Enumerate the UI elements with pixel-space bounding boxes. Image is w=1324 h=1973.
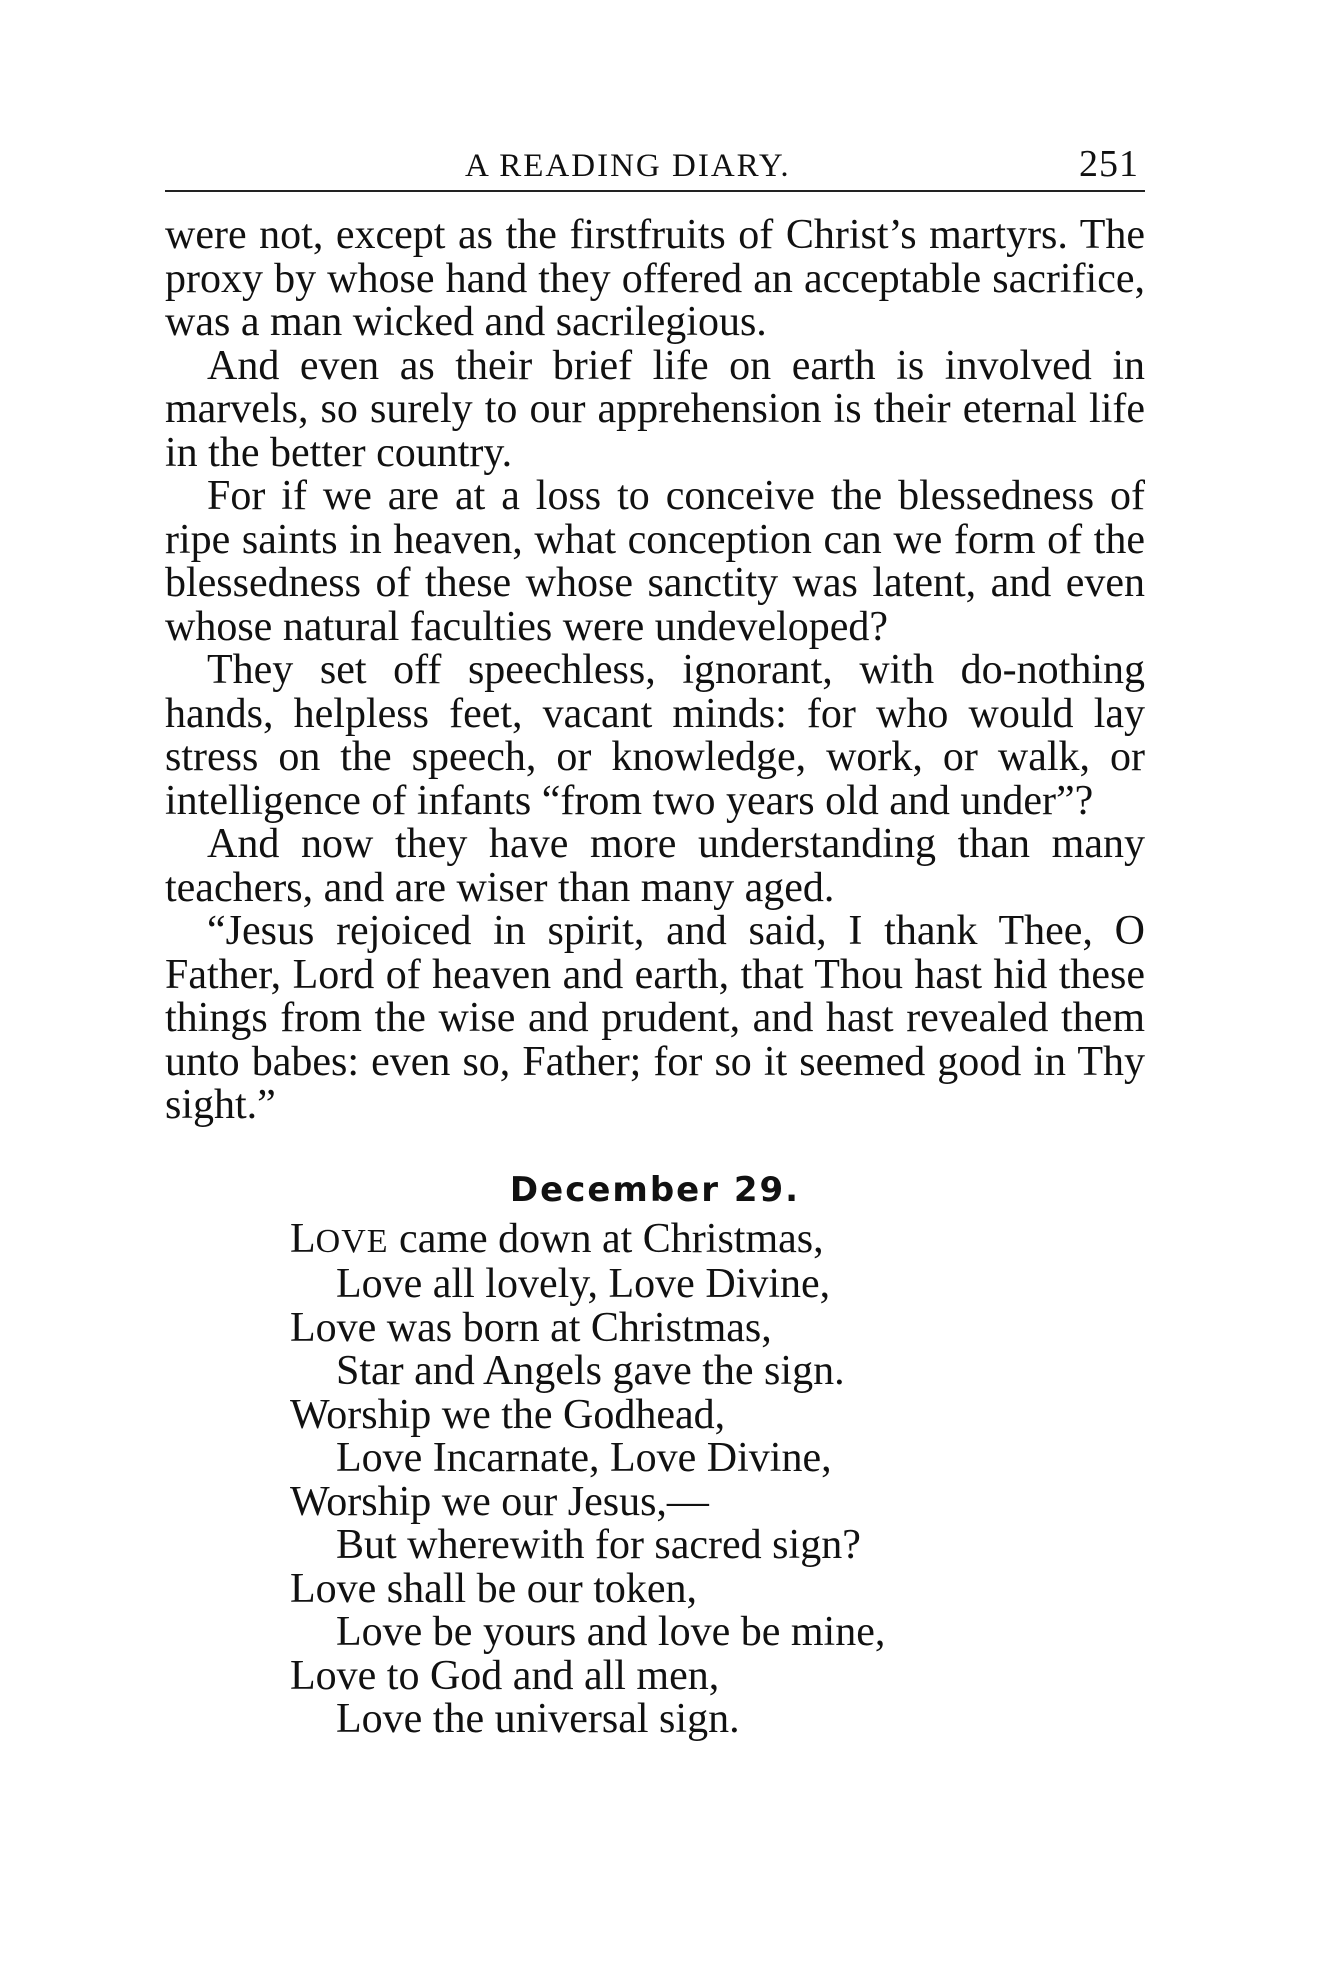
poem-small-caps: OVE [315, 1222, 389, 1260]
poem-line: Love Incarnate, Love Divine, [336, 1435, 832, 1481]
poem-line: But wherewith for sacred sign? [336, 1522, 861, 1568]
poem-line: Love was born at Christmas, [290, 1304, 772, 1351]
paragraph: And now they have more understanding than many teachers, and are wiser than many aged. [165, 821, 1145, 911]
paragraph: For if we are at a loss to conceive the blessedness of ripe saints in heaven, what conception can we form of the blessedness of these whose sanctity was latent, and even whose natural faculties were undeveloped? [165, 473, 1145, 650]
paragraph: They set off speechless, ignorant, with do-nothing hands, helpless feet, vacant minds: for who would lay stress on the speech, or knowledge, work, or walk, or intelligence of infants “from two years old and under”? [165, 647, 1145, 824]
page-number: 251 [1079, 143, 1139, 185]
poem-line: Worship we our Jesus,— [290, 1478, 709, 1525]
running-head [165, 130, 1145, 192]
poem-line: Love the universal sign. [336, 1696, 740, 1742]
poem-line [290, 1215, 1145, 1264]
paragraph: were not, except as the firstfruits of Christ’s martyrs. The proxy by whose hand they offered an acceptable sacrifice, was a man wicked and sacrilegious. [165, 212, 1145, 345]
body-text [165, 214, 1145, 1128]
poem-line: Love shall be our token, [290, 1565, 698, 1612]
book-page [165, 130, 1145, 1742]
poem [290, 1215, 1145, 1742]
paragraph: “Jesus rejoiced in spirit, and said, I thank Thee, O Father, Lord of heaven and earth, that Thou hast hid these things from the wise and prudent, and hast revealed them unto babes: even so, Father; for so it seemed good in Thy sight.” [165, 908, 1145, 1128]
poem-initial: L [290, 1215, 316, 1262]
poem-line-text: came down at Christmas, [388, 1215, 824, 1262]
section-heading: December 29. [509, 1169, 801, 1210]
paragraph: And even as their brief life on earth is involved in marvels, so surely to our apprehension is their eternal life in the better country. [165, 342, 1145, 476]
poem-line: Star and Angels gave the sign. [336, 1348, 845, 1394]
running-title: A READING DIARY. [465, 148, 791, 184]
poem-line: Worship we the Godhead, [290, 1391, 726, 1438]
poem-line: Love all lovely, Love Divine, [336, 1261, 831, 1307]
poem-line: Love to God and all men, [290, 1652, 720, 1699]
poem-line: Love be yours and love be mine, [336, 1609, 886, 1655]
